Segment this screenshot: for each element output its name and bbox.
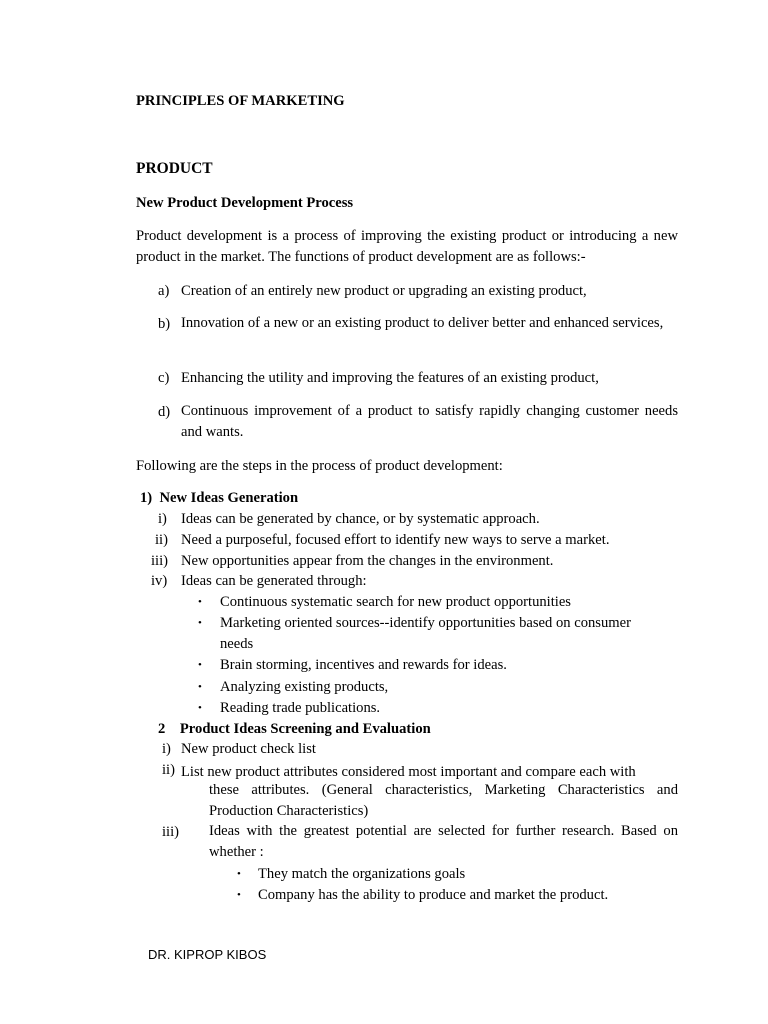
roman-marker: iii) [162, 824, 180, 840]
steps-intro: Following are the steps in the process of product development: [136, 458, 503, 474]
roman-marker: i) [162, 741, 171, 757]
list-marker: a) [158, 283, 170, 299]
list-item-text: Innovation of a new or an existing product to deliver better and enhanced services, [181, 315, 664, 331]
bullet-item: They match the organizations goals [258, 866, 466, 882]
bullet-icon: • [237, 889, 241, 901]
document-title: PRINCIPLES OF MARKETING [136, 93, 345, 109]
bullet-icon: • [237, 868, 241, 880]
bullet-item: Reading trade publications. [220, 700, 381, 716]
intro-paragraph: Product development is a process of improving the existing product or introducing a new product in the market. The functions of product development are as follows:- [136, 228, 678, 265]
list-marker: b) [158, 316, 171, 332]
step2-item: New product check list [181, 741, 316, 757]
bullet-item: Marketing oriented sources--identify opportunities based on consumer [220, 615, 631, 631]
bullet-item: Company has the ability to produce and market the product. [258, 887, 609, 903]
step2-item-continuation: these attributes. (General characteristics, Marketing Characteristics and Production Characteristics) [209, 782, 678, 819]
list-marker: d) [158, 404, 171, 420]
bullet-icon: • [198, 617, 202, 629]
step1-item: New opportunities appear from the changes in the environment. [181, 553, 554, 569]
step1-item: Need a purposeful, focused effort to identify new ways to serve a market. [181, 532, 610, 548]
subsection-heading: New Product Development Process [136, 195, 354, 211]
bullet-item: Brain storming, incentives and rewards for ideas. [220, 657, 507, 673]
step2-item: List new product attributes considered most important and compare each with [181, 764, 636, 780]
bullet-icon: • [198, 702, 202, 714]
roman-marker: iv) [151, 573, 168, 589]
roman-marker: ii) [162, 762, 175, 778]
step2-item: Ideas with the greatest potential are selected for further research. Based on whether : [209, 823, 678, 860]
section-heading: PRODUCT [136, 160, 213, 177]
footer-author: DR. KIPROP KIBOS [148, 947, 267, 962]
bullet-icon: • [198, 596, 202, 608]
bullet-item: Continuous systematic search for new product opportunities [220, 594, 571, 610]
bullet-icon: • [198, 681, 202, 693]
roman-marker: iii) [151, 553, 169, 569]
list-item-text: Creation of an entirely new product or upgrading an existing product, [181, 283, 587, 299]
bullet-icon: • [198, 659, 202, 671]
step1-item: Ideas can be generated through: [181, 573, 367, 589]
step2-heading: 2 Product Ideas Screening and Evaluation [158, 721, 431, 737]
roman-marker: ii) [155, 532, 168, 548]
bullet-item-continuation: needs [220, 636, 254, 652]
roman-marker: i) [158, 511, 167, 527]
list-item-text: Enhancing the utility and improving the features of an existing product, [181, 370, 599, 386]
list-marker: c) [158, 370, 170, 386]
step1-heading: 1) New Ideas Generation [140, 490, 299, 506]
list-item-text: Continuous improvement of a product to satisfy rapidly changing customer needs and wants. [181, 403, 678, 440]
bullet-item: Analyzing existing products, [220, 679, 389, 695]
step1-item: Ideas can be generated by chance, or by systematic approach. [181, 511, 540, 527]
